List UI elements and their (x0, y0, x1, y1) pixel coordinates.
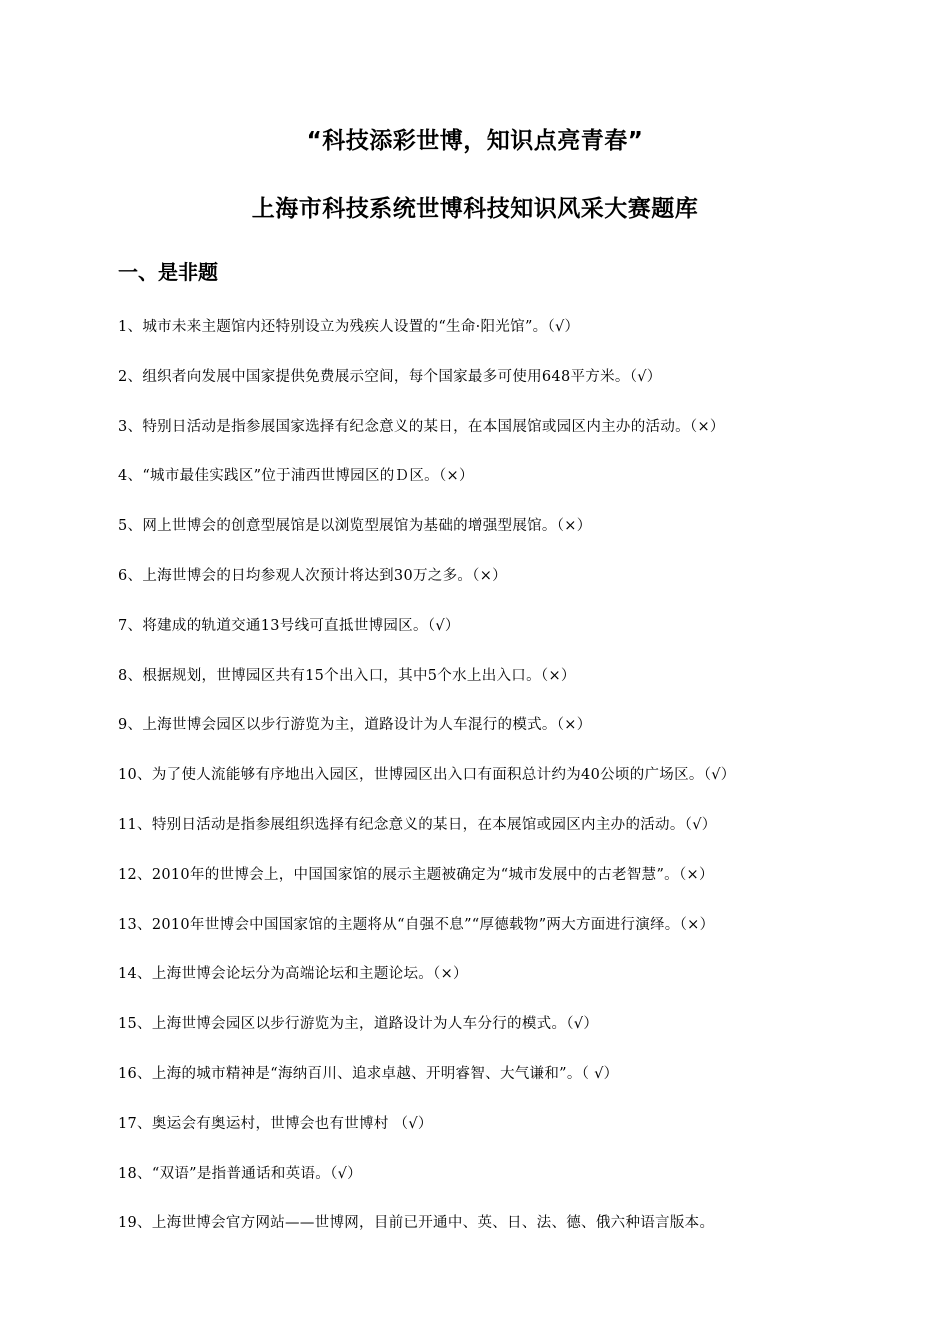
question-item: 3、特别日活动是指参展国家选择有纪念意义的某日，在本国展馆或园区内主办的活动。（×） (118, 418, 725, 435)
question-item: 14、上海世博会论坛分为高端论坛和主题论坛。（×） (118, 966, 468, 983)
question-item: 15、上海世博会园区以步行游览为主，道路设计为人车分行的模式。（√） (118, 1016, 599, 1033)
question-item: 17、奥运会有奥运村，世博会也有世博村 （√） (118, 1115, 433, 1132)
question-item: 6、上海世博会的日均参观人次预计将达到30万之多。（×） (118, 567, 507, 584)
document-title-line2: 上海市科技系统世博科技知识风采大赛题库 (251, 196, 699, 222)
question-item: 5、网上世博会的创意型展馆是以浏览型展馆为基础的增强型展馆。（×） (118, 518, 592, 535)
question-item: 13、2010年世博会中国国家馆的主题将从“自强不息”“厚德载物”两大方面进行演绎。（×） (118, 916, 715, 933)
question-item: 8、根据规划，世博园区共有15个出入口，其中5个水上出入口。（×） (118, 667, 576, 684)
document-title-line1: “科技添彩世博，知识点亮青春” (306, 128, 644, 154)
question-item: 2、组织者向发展中国家提供免费展示空间，每个国家最多可使用648平方米。（√） (118, 368, 662, 385)
question-item: 9、上海世博会园区以步行游览为主，道路设计为人车混行的模式。（×） (118, 717, 592, 734)
question-item: 19、上海世博会官方网站——世博网，目前已开通中、英、日、法、德、俄六种语言版本。 (118, 1215, 715, 1232)
question-item: 4、“城市最佳实践区”位于浦西世博园区的Ｄ区。（×） (118, 468, 474, 485)
question-item: 1、城市未来主题馆内还特别设立为残疾人设置的“生命·阳光馆”。（√） (118, 319, 580, 335)
question-item: 7、将建成的轨道交通13号线可直抵世博园区。（√） (118, 617, 460, 634)
question-item: 12、2010年的世博会上，中国国家馆的展示主题被确定为“城市发展中的古老智慧”。（×） (118, 866, 714, 883)
question-item: 10、为了使人流能够有序地出入园区，世博园区出入口有面积总计约为40公顷的广场区。（√） (118, 767, 736, 784)
question-list (118, 317, 858, 1263)
question-item: 16、上海的城市精神是“海纳百川、追求卓越、开明睿智、大气谦和”。（ √） (118, 1065, 619, 1082)
question-item: 18、“双语”是指普通话和英语。（√） (118, 1165, 362, 1182)
question-item: 11、特别日活动是指参展组织选择有纪念意义的某日，在本展馆或园区内主办的活动。（√） (118, 816, 717, 833)
section-heading: 一、是非题 (118, 260, 218, 284)
